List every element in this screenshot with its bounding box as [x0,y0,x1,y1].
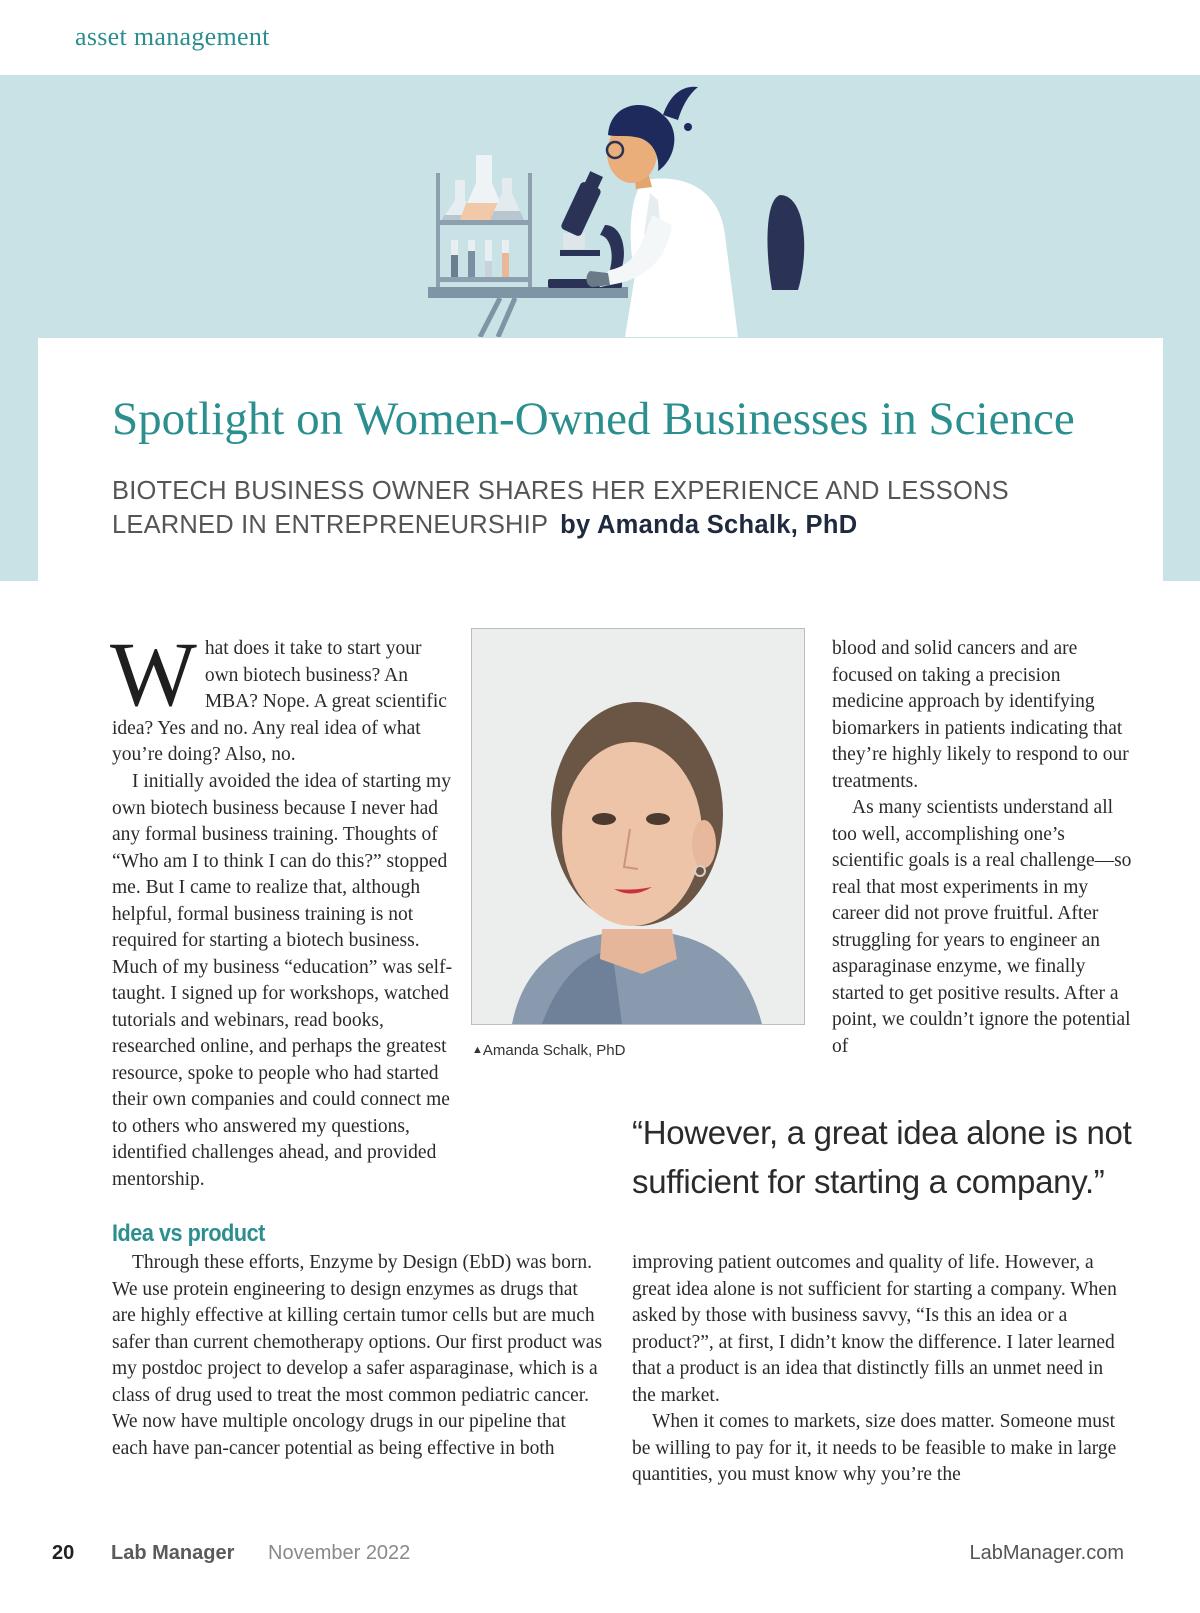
section-subhead: Idea vs product [112,1220,265,1247]
website-link[interactable]: LabManager.com [969,1542,1124,1564]
intro-text: hat does it take to start your own biotech business? An MBA? Nope. A great scientific idea? Yes and no. Any real idea of what you’re doing? Also, no. [112,638,447,765]
caption-text: Amanda Schalk, PhD [482,1042,626,1059]
page-number: 20 [52,1542,75,1564]
pull-quote: “However, a great idea alone is not sufficient for starting a company.” [632,1114,1132,1200]
paragraph-2 [112,769,460,1193]
byline: by Amanda Schalk, PhD [560,511,858,539]
section-label: asset management [75,22,270,51]
paragraph-2-text: I initially avoided the idea of starting my own biotech business because I never had any formal business training. Thoughts of “Who am I to think I can do this?” stopped me. But I came to realize that, although helpful, formal business training is not required for starting a biotech business. Much of my business “education” was self-taught. I signed up for workshops, watched tutorials and webinars, read books, researched online, and perhaps the greatest resource, spoke to people who had started their own companies and could connect me to others who answered my questions, identified challenges ahead, and provided mentorship. [112,771,453,1190]
column-1 [110,623,452,769]
scientist-microscope-illustration [420,75,840,337]
magazine-name: Lab Manager [111,1542,235,1564]
portrait-image [472,629,804,1024]
author-photo [471,628,805,1025]
triangle-up-icon: ▲ [472,1044,483,1056]
photo-caption [472,1042,625,1059]
column-1b [112,769,460,1193]
deck-text: BIOTECH BUSINESS OWNER SHARES HER EXPERIENCE AND LESSONS LEARNED IN ENTREPRENEURSHIP [112,477,1009,539]
column-3-paragraph-2: As many scientists understand all too well, accomplishing one’s scientific goals is a real challenge—so real that most experiments in my career did not prove fruitful. After struggling for years to engineer an asparaginase enzyme, we finally started to get positive results. After a point, we couldn’t ignore the potential of [832,797,1132,1057]
title-panel [38,338,1163,581]
column-4-paragraph-2: When it comes to markets, size does matter. Someone must be willing to pay for it, it needs to be feasible to make in large quantities, you must know why you’re the [632,1411,1117,1485]
intro-paragraph [110,623,452,769]
drop-cap: W [110,623,197,725]
column-1-lower [112,1250,606,1462]
issue-date: November 2022 [268,1542,411,1564]
column-3-paragraph-1: blood and solid cancers and are focused on taking a precision medicine approach by identifying biomarkers in patients indicating that they’re highly likely to respond to our treatments. [832,638,1129,792]
paragraph-3: Through these efforts, Enzyme by Design (EbD) was born. We use protein engineering to design enzymes as drugs that are highly effective at killing certain tumor cells but are much safer than current chemotherapy options. Our first product was my postdoc project to develop a safer asparaginase, which is a class of drug used to treat the most common pediatric cancer. We now have multiple oncology drugs in our pipeline that each have pan-cancer potential as being effective in both [112,1252,603,1459]
article-deck [112,474,1122,542]
article-title: Spotlight on Women-Owned Businesses in Science [112,393,1075,445]
column-4-paragraph-1: improving patient outcomes and quality of life. However, a great idea alone is not sufficient for starting a company. When asked by those with business savvy, “Is this an idea or a product?”, at first, I didn’t know the difference. I later learned that a product is an idea that distinctly fills an unmet need in the market. [632,1252,1117,1406]
column-3 [832,636,1132,1060]
column-2-lower [632,1250,1130,1489]
